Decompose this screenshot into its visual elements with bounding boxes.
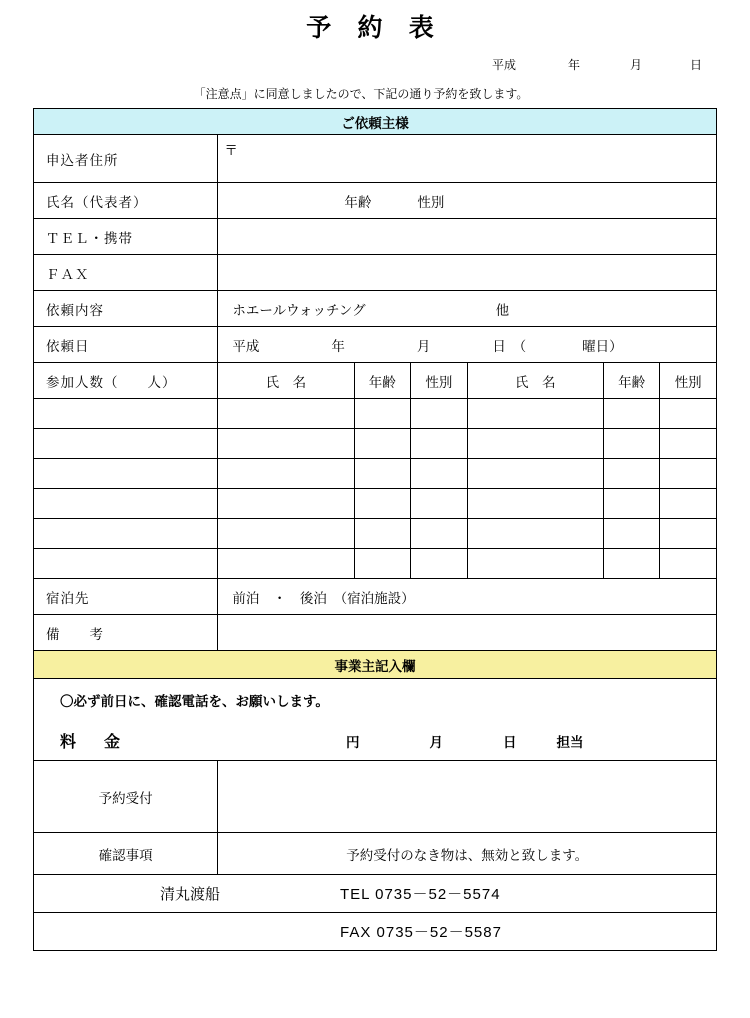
participant-age-2-1[interactable] — [603, 399, 660, 429]
participant-gender-1-4[interactable] — [411, 489, 468, 519]
request-date-day: 日 （ — [492, 338, 527, 354]
fee-day-label: 日 — [503, 734, 517, 750]
participant-gender-2-6[interactable] — [660, 549, 717, 579]
fee-row — [34, 721, 717, 761]
reservation-label: 予約受付 — [34, 761, 218, 833]
participant-name-2-5[interactable] — [467, 519, 603, 549]
participant-gender-1-5[interactable] — [411, 519, 468, 549]
participant-name-1-2[interactable] — [218, 429, 354, 459]
fee-label: 料 金 — [60, 733, 127, 751]
participant-row-label-5[interactable] — [34, 519, 218, 549]
footer-fax: FAX 0735－52－5587 — [340, 924, 502, 941]
request-label: 依頼内容 — [34, 291, 218, 327]
participant-age-1-2[interactable] — [354, 429, 411, 459]
participant-age-1-6[interactable] — [354, 549, 411, 579]
reservation-row — [34, 761, 717, 833]
participant-header-gender-2: 性別 — [660, 363, 717, 399]
table-row — [34, 459, 717, 489]
participants-header-row — [34, 363, 717, 399]
participant-gender-1-2[interactable] — [411, 429, 468, 459]
remarks-value[interactable] — [218, 615, 717, 651]
footer-fax-cell — [34, 913, 717, 951]
participant-name-1-6[interactable] — [218, 549, 354, 579]
footer-row-1 — [34, 875, 717, 913]
footer-company-tel — [34, 875, 717, 913]
participant-name-2-1[interactable] — [467, 399, 603, 429]
participant-header-gender-1: 性別 — [411, 363, 468, 399]
participant-name-1-5[interactable] — [218, 519, 354, 549]
tel-label: ＴＥＬ・携帯 — [34, 219, 218, 255]
agreement-notice: 「注意点」に同意しましたので、下記の通り予約を致します。 — [193, 87, 529, 101]
participant-name-2-3[interactable] — [467, 459, 603, 489]
participant-row-label-3[interactable] — [34, 459, 218, 489]
fee-currency-label: 円 — [346, 734, 360, 750]
fee-line[interactable] — [34, 721, 717, 761]
date-year-label: 年 — [567, 58, 580, 72]
participant-header-name-1: 氏 名 — [218, 363, 354, 399]
participant-age-2-6[interactable] — [603, 549, 660, 579]
participant-age-2-3[interactable] — [603, 459, 660, 489]
lodging-value[interactable]: 前泊 ・ 後泊 （宿泊施設） — [218, 579, 717, 615]
participant-row-label-2[interactable] — [34, 429, 218, 459]
footer-company-name: 清丸渡船 — [159, 886, 220, 903]
lodging-label: 宿泊先 — [34, 579, 218, 615]
participant-gender-2-5[interactable] — [660, 519, 717, 549]
request-activity: ホエールウォッチング — [232, 302, 366, 318]
participant-age-2-4[interactable] — [603, 489, 660, 519]
fax-input[interactable] — [218, 255, 717, 291]
address-input[interactable]: 〒 — [218, 135, 717, 183]
business-section-band: 事業主記入欄 — [34, 651, 717, 679]
participant-header-age-1: 年齢 — [354, 363, 411, 399]
participant-name-1-1[interactable] — [218, 399, 354, 429]
participant-row-label-1[interactable] — [34, 399, 218, 429]
participant-name-2-6[interactable] — [467, 549, 603, 579]
participant-name-1-4[interactable] — [218, 489, 354, 519]
request-date-year: 年 — [331, 338, 345, 354]
participant-row-label-4[interactable] — [34, 489, 218, 519]
fee-month-label: 月 — [429, 734, 444, 750]
date-month-label: 月 — [629, 58, 642, 72]
confirm-value: 予約受付のなき物は、無効と致します。 — [218, 833, 717, 875]
participant-age-1-1[interactable] — [354, 399, 411, 429]
confirm-label: 確認事項 — [34, 833, 218, 875]
request-date-row — [34, 327, 717, 363]
footer-row-2 — [34, 913, 717, 951]
request-date-value[interactable] — [218, 327, 717, 363]
client-section-band: ご依頼主様 — [34, 109, 717, 135]
client-band-row — [34, 109, 717, 135]
participant-age-1-5[interactable] — [354, 519, 411, 549]
request-date-weekday: 曜日） — [582, 338, 623, 354]
participant-header-age-2: 年齢 — [603, 363, 660, 399]
table-row — [34, 429, 717, 459]
request-row — [34, 291, 717, 327]
table-row — [34, 489, 717, 519]
request-date-era: 平成 — [232, 338, 260, 354]
remarks-row — [34, 615, 717, 651]
business-note: 〇必ず前日に、確認電話を、お願いします。 — [34, 679, 717, 721]
request-date-label: 依頼日 — [34, 327, 218, 363]
participant-name-1-3[interactable] — [218, 459, 354, 489]
participant-gender-1-1[interactable] — [411, 399, 468, 429]
confirm-row — [34, 833, 717, 875]
name-row — [34, 183, 717, 219]
participant-gender-1-3[interactable] — [411, 459, 468, 489]
name-label: 氏名（代表者） — [34, 183, 218, 219]
participant-gender-2-1[interactable] — [660, 399, 717, 429]
participant-gender-2-4[interactable] — [660, 489, 717, 519]
participant-gender-2-2[interactable] — [660, 429, 717, 459]
lodging-row — [34, 579, 717, 615]
participant-gender-1-6[interactable] — [411, 549, 468, 579]
gender-label: 性別 — [417, 194, 445, 210]
business-note-row — [34, 679, 717, 721]
participant-age-1-3[interactable] — [354, 459, 411, 489]
participant-name-2-2[interactable] — [467, 429, 603, 459]
age-label: 年齢 — [344, 194, 372, 210]
date-day-label: 日 — [689, 58, 702, 72]
reservation-value[interactable] — [218, 761, 717, 833]
document-date-line — [0, 56, 750, 73]
participant-header-name-2: 氏 名 — [467, 363, 603, 399]
address-row — [34, 135, 717, 183]
request-date-month: 月 — [416, 338, 431, 354]
fee-charge-label: 担当 — [556, 734, 584, 750]
tel-input[interactable] — [218, 219, 717, 255]
request-value[interactable] — [218, 291, 717, 327]
participant-age-2-5[interactable] — [603, 519, 660, 549]
page-title: 予 約 表 — [306, 15, 444, 42]
participant-age-2-2[interactable] — [603, 429, 660, 459]
table-row — [34, 549, 717, 579]
participant-name-2-4[interactable] — [467, 489, 603, 519]
table-row — [34, 519, 717, 549]
name-input[interactable] — [218, 183, 717, 219]
participant-gender-2-3[interactable] — [660, 459, 717, 489]
client-section-table — [33, 108, 717, 951]
fax-label: ＦＡＸ — [34, 255, 218, 291]
table-row — [34, 399, 717, 429]
participant-row-label-6[interactable] — [34, 549, 218, 579]
participant-count-label[interactable]: 参加人数（ 人） — [34, 363, 218, 399]
business-band-row — [34, 651, 717, 679]
remarks-label: 備 考 — [34, 615, 218, 651]
request-other: 他 — [495, 302, 510, 318]
address-label: 申込者住所 — [34, 135, 218, 183]
participant-age-1-4[interactable] — [354, 489, 411, 519]
tel-row — [34, 219, 717, 255]
date-era-label: 平成 — [491, 58, 516, 72]
fax-row — [34, 255, 717, 291]
footer-tel: TEL 0735－52－5574 — [340, 886, 501, 903]
